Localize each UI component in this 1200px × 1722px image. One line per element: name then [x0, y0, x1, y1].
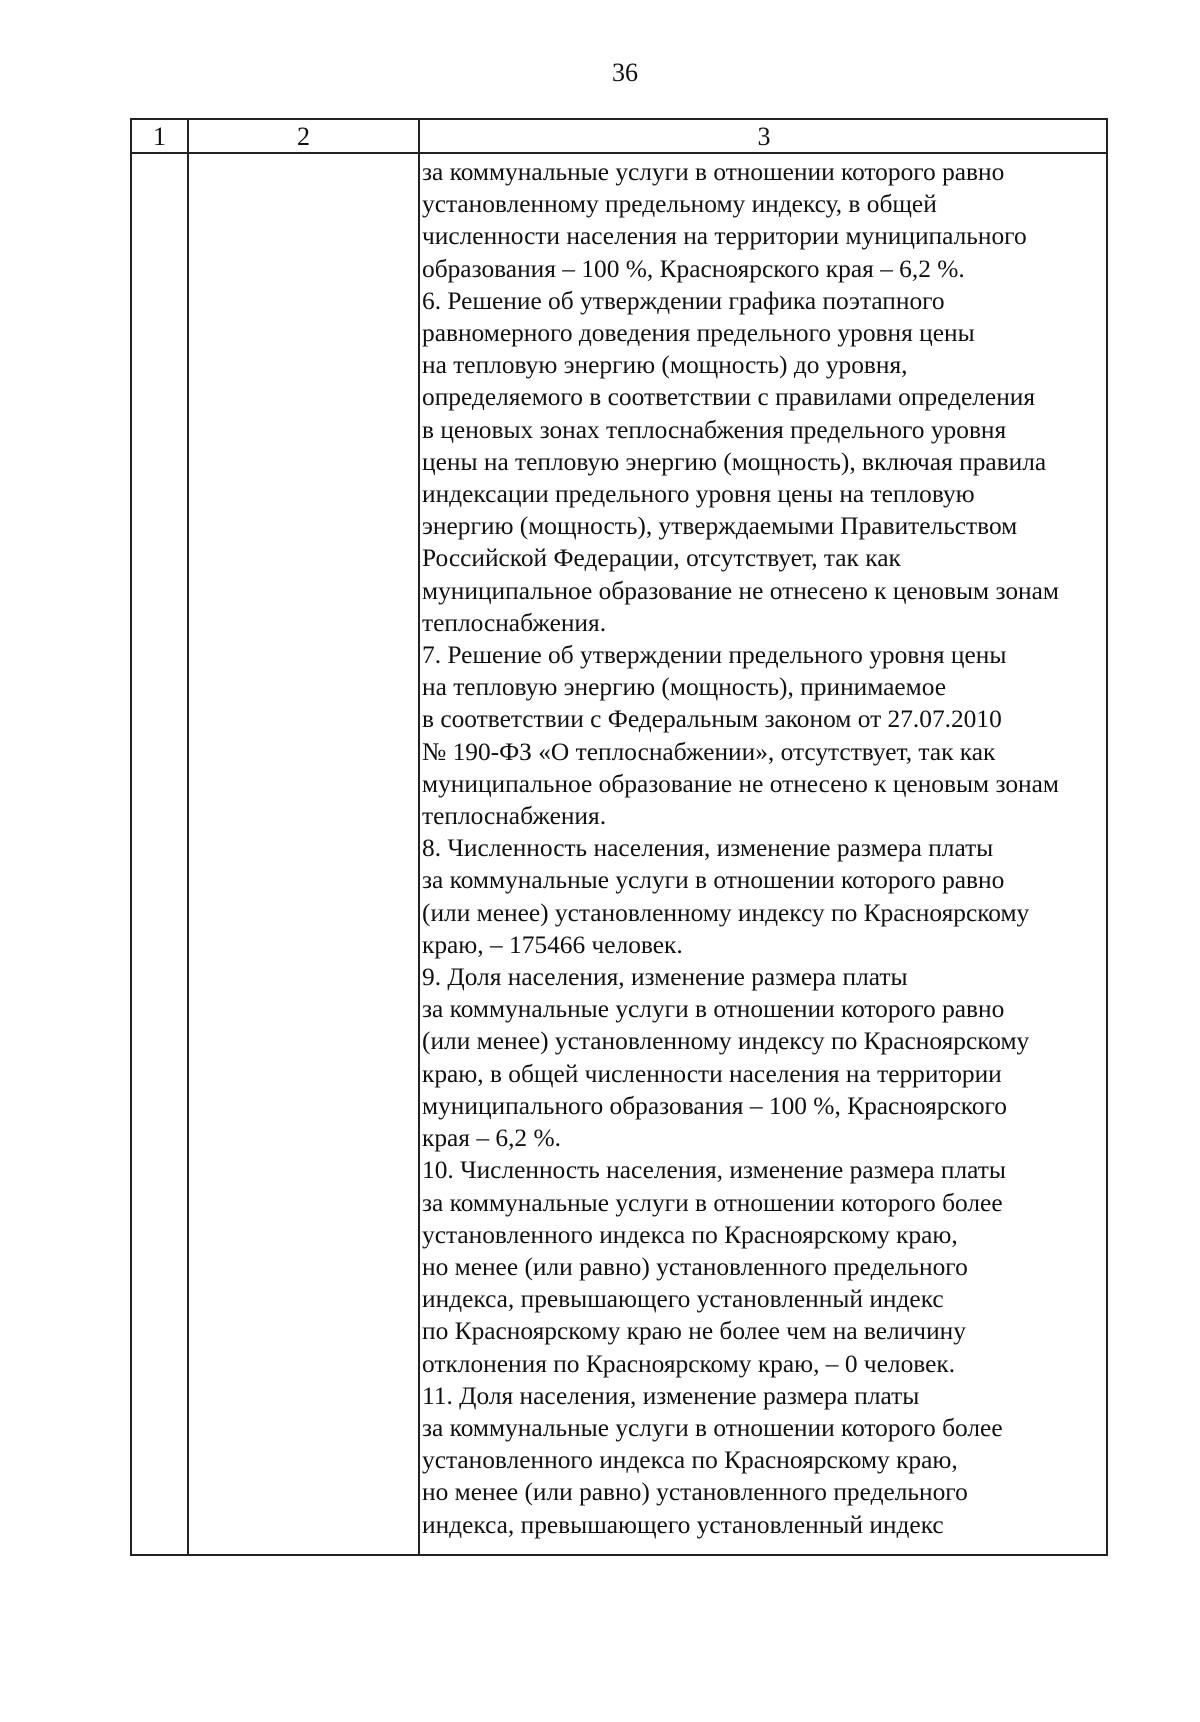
- text-line: муниципального образования – 100 %, Красноярского: [422, 1091, 1007, 1120]
- text-line: индексации предельного уровня цены на тепловую: [422, 480, 975, 509]
- text-line: за коммунальные услуги в отношении которого равно: [422, 158, 1005, 186]
- text-line: по Красноярскому краю не более чем на величину: [422, 1317, 966, 1346]
- text-line: № 190-ФЗ «О теплоснабжении», отсутствует, так как: [422, 737, 996, 766]
- text-line: края – 6,2 %.: [422, 1124, 561, 1153]
- text-line: 6. Решение об утверждении графика поэтапного: [422, 286, 945, 315]
- text-line: 11. Доля населения, изменение размера платы: [422, 1381, 920, 1410]
- header-row-divider: [132, 152, 1106, 154]
- column-header-3: 3: [757, 122, 771, 151]
- text-line: (или менее) установленному индексу по Красноярскому: [422, 898, 1030, 927]
- text-line: за коммунальные услуги в отношении которого равно: [422, 866, 1005, 895]
- page-number: 36: [612, 58, 638, 87]
- text-line: на тепловую энергию (мощность), принимаемое: [422, 673, 947, 702]
- text-line: отклонения по Красноярскому краю, – 0 человек.: [422, 1349, 956, 1378]
- text-line: установленному предельному индексу, в общей: [422, 190, 937, 219]
- column-header-1: 1: [153, 122, 166, 151]
- column-divider-2: [418, 120, 420, 1554]
- text-line: 10. Численность населения, изменение размера платы: [422, 1156, 1006, 1185]
- text-line: теплоснабжения.: [422, 608, 607, 637]
- column-3-content: [422, 156, 1112, 1541]
- text-line: установленного индекса по Красноярскому краю,: [422, 1446, 958, 1475]
- column-divider-1: [187, 120, 189, 1554]
- text-line: за коммунальные услуги в отношении которого равно: [422, 995, 1005, 1024]
- text-line: 8. Численность населения, изменение размера платы: [422, 834, 994, 863]
- text-line: образования – 100 %, Красноярского края – 6,2 %.: [422, 254, 965, 283]
- text-line: муниципальное образование не отнесено к ценовым зонам: [422, 769, 1059, 798]
- text-line: в ценовых зонах теплоснабжения предельного уровня: [422, 415, 1007, 444]
- text-line: энергию (мощность), утверждаемыми Правительством: [422, 512, 1018, 541]
- text-line: индекса, превышающего установленный индекс: [422, 1285, 944, 1314]
- text-line: равномерного доведения предельного уровня цены: [422, 319, 975, 348]
- text-line: за коммунальные услуги в отношении которого более: [422, 1413, 1003, 1442]
- text-line: численности населения на территории муниципального: [422, 222, 1027, 251]
- text-line: 9. Доля населения, изменение размера платы: [422, 963, 908, 992]
- text-line: определяемого в соответствии с правилами определения: [422, 383, 1036, 412]
- text-line: муниципальное образование не отнесено к ценовым зонам: [422, 576, 1059, 605]
- text-line: за коммунальные услуги в отношении которого более: [422, 1188, 1003, 1217]
- text-line: 7. Решение об утверждении предельного уровня цены: [422, 641, 1007, 670]
- text-line: Российской Федерации, отсутствует, так как: [422, 544, 901, 573]
- text-line: в соответствии с Федеральным законом от 27.07.2010: [422, 705, 1002, 734]
- text-line: цены на тепловую энергию (мощность), включая правила: [422, 447, 1047, 476]
- text-line: (или менее) установленному индексу по Красноярскому: [422, 1027, 1030, 1056]
- text-line: установленного индекса по Красноярскому краю,: [422, 1220, 958, 1249]
- text-line: краю, – 175466 человек.: [422, 930, 683, 959]
- text-line: но менее (или равно) установленного предельного: [422, 1252, 968, 1281]
- text-line: на тепловую энергию (мощность) до уровня,: [422, 351, 908, 380]
- document-table: [130, 118, 1108, 1556]
- text-line: теплоснабжения.: [422, 802, 607, 831]
- text-line: но менее (или равно) установленного предельного: [422, 1478, 968, 1507]
- column-header-2: 2: [297, 122, 310, 151]
- text-line: краю, в общей численности населения на территории: [422, 1059, 1002, 1088]
- text-line: индекса, превышающего установленный индекс: [422, 1510, 944, 1539]
